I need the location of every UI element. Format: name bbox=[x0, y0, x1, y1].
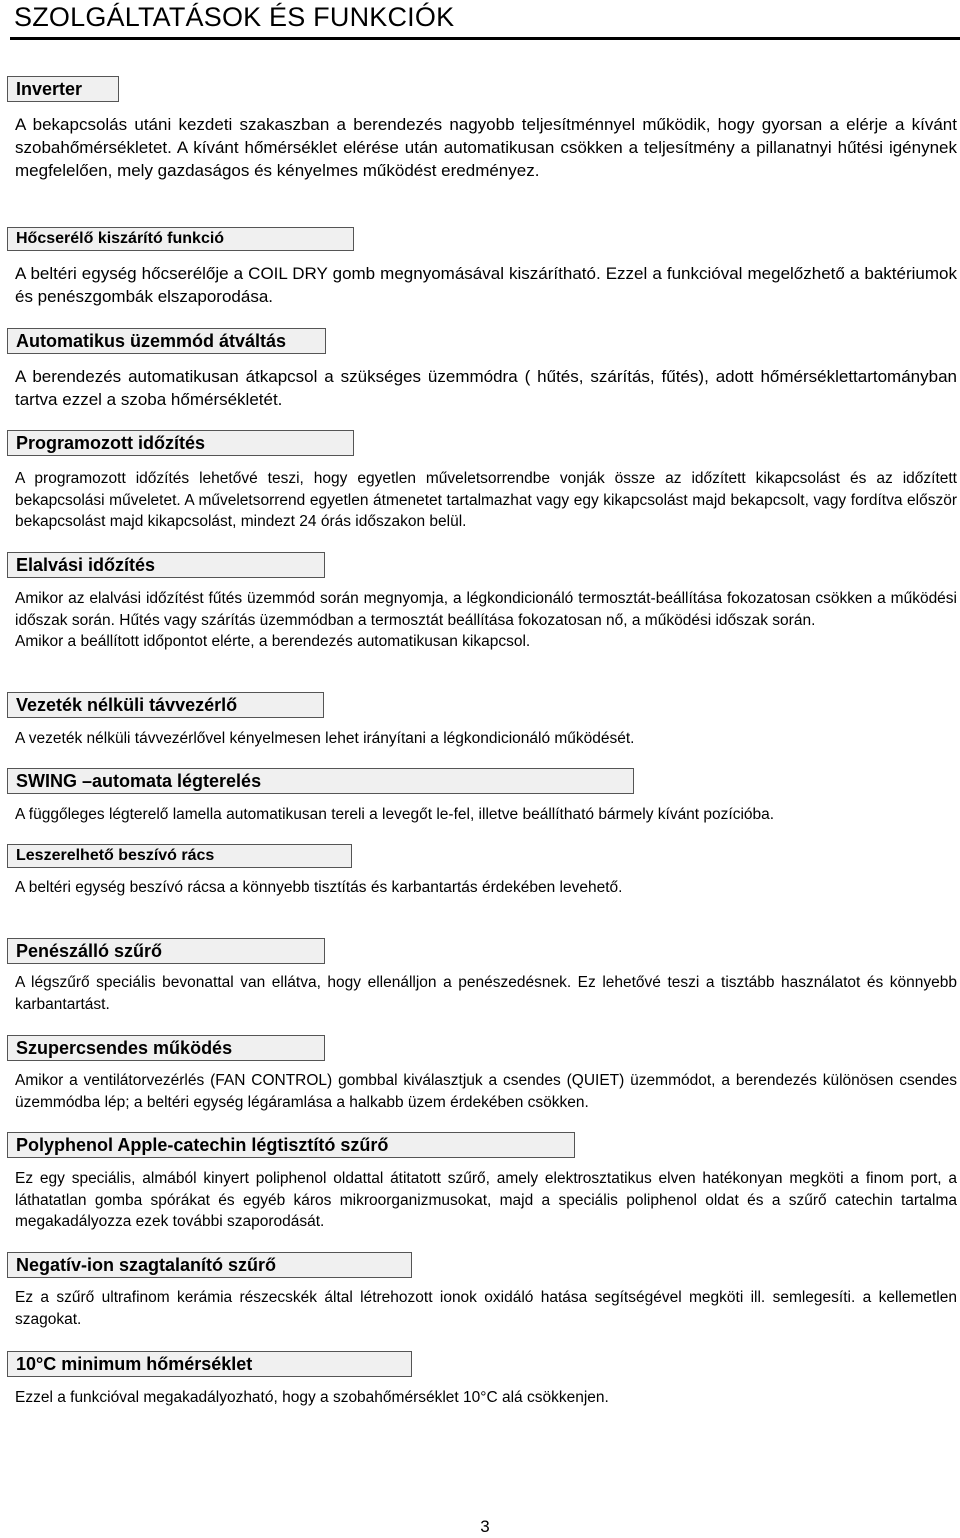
section-text-swing bbox=[15, 804, 957, 826]
paragraph: A függőleges légterelő lamella automatikusan tereli a levegőt le-fel, illetve beállítható bármely kívánt pozícióba. bbox=[15, 806, 775, 823]
section-heading-mold-filter: Penészálló szűrő bbox=[7, 938, 325, 964]
page-number: 3 bbox=[480, 1517, 490, 1536]
section-text-programmed-timer bbox=[15, 468, 957, 533]
section-heading-swing: SWING –automata légterelés bbox=[7, 768, 634, 794]
section-heading-coil-dry: Hőcserélő kiszárító funkció bbox=[7, 227, 354, 251]
section-heading-super-quiet: Szupercsendes működés bbox=[7, 1035, 325, 1061]
paragraph: A vezeték nélküli távvezérlővel kényelmesen lehet irányítani a légkondicionáló működését. bbox=[15, 730, 635, 747]
paragraph: Amikor a ventilátorvezérlés (FAN CONTROL) gombbal kiválasztjuk a csendes (QUIET) üzemmódot, a berendezés különösen csendes üzemmódba lép; a beltéri egység légáramlása a halkabb üzem érdekében csökken. bbox=[15, 1072, 957, 1111]
paragraph: A légszűrő speciális bevonattal van ellátva, hogy ellenálljon a penészedésnek. Ez lehetővé teszi a tisztább használatot és könnyebb karbantartást. bbox=[15, 974, 957, 1013]
paragraph: Ez a szűrő ultrafinom kerámia részecskék által létrehozott ionok oxidáló hatása segítségével megköti ill. semlegesíti. a kellemetlen szagokat. bbox=[15, 1289, 957, 1328]
section-text-remote bbox=[15, 728, 957, 750]
paragraph: Amikor az elalvási időzítést fűtés üzemmód során megnyomja, a légkondicionáló termosztát-beállítása fokozatosan csökken a működési időszak során. Hűtés vagy szárítás üzemmódban a termosztát beállítása fokozatosan nő, a működési időszak során. bbox=[15, 590, 957, 629]
paragraph: A berendezés automatikusan átkapcsol a szükséges üzemmódra ( hűtés, szárítás, fűtés), adott hőmérséklettartományban tartva ezzel a szoba hőmérsékletét. bbox=[15, 367, 957, 409]
section-text-super-quiet bbox=[15, 1070, 957, 1113]
section-text-min-temperature bbox=[15, 1387, 957, 1409]
paragraph: A bekapcsolás utáni kezdeti szakaszban a berendezés nagyobb teljesítménnyel működik, hogy gyorsan a elérje a kívánt szobahőmérsékletet. A kívánt hőmérséklet elérése után automatikusan csökken a teljesítmény a pillanatnyi hűtési igénynek megfelelően, mely gazdaságos és kényelmes működést eredményez. bbox=[15, 115, 957, 180]
paragraph: Ezzel a funkcióval megakadályozható, hogy a szobahőmérséklet 10°C alá csökkenjen. bbox=[15, 1389, 609, 1406]
paragraph: A beltéri egység beszívó rácsa a könnyebb tisztítás és karbantartás érdekében levehető. bbox=[15, 879, 623, 896]
section-heading-polyphenol-filter: Polyphenol Apple-catechin légtisztító szűrő bbox=[7, 1132, 575, 1158]
section-heading-negative-ion-filter: Negatív-ion szagtalanító szűrő bbox=[7, 1252, 412, 1278]
section-heading-auto-mode: Automatikus üzemmód átváltás bbox=[7, 328, 326, 354]
section-heading-sleep-timer: Elalvási időzítés bbox=[7, 552, 325, 578]
section-text-negative-ion-filter bbox=[15, 1287, 957, 1330]
section-text-mold-filter bbox=[15, 972, 957, 1015]
section-text-sleep-timer bbox=[15, 588, 957, 653]
page-title: SZOLGÁLTATÁSOK ÉS FUNKCIÓK bbox=[14, 2, 455, 32]
section-heading-inverter: Inverter bbox=[7, 76, 119, 102]
paragraph: A programozott időzítés lehetővé teszi, hogy egyetlen műveletsorrendbe vonják össze az időzített kikapcsolást és az időzített bekapcsolási műveletet. A műveletsorrend egyetlen átmenetet tartalmazhat vagy egy kikapcsolást majd bekapcsolt, vagy fordítva először bekapcsolást majd kikapcsolást, mindezt 24 órás időszakon belül. bbox=[15, 470, 957, 530]
paragraph: A beltéri egység hőcserélője a COIL DRY gomb megnyomásával kiszárítható. Ezzel a funkcióval megelőzhető a baktériumok és penészgombák elszaporodása. bbox=[15, 264, 957, 306]
section-heading-min-temperature: 10°C minimum hőmérséklet bbox=[7, 1351, 412, 1377]
paragraph: Ez egy speciális, almából kinyert poliphenol oldattal átitatott szűrő, amely elektrosztatikus elven hatékonyan megköti a finom port, a láthatatlan gomba spórákat és egyéb káros mikroorganizmusokat, majd a speciális poliphenol oldat és a szűrő catechin tartalma megakadályozza ezek további szaporodását. bbox=[15, 1170, 957, 1230]
section-heading-removable-grille: Leszerelhető beszívó rács bbox=[7, 844, 352, 868]
section-text-inverter bbox=[15, 113, 957, 182]
section-heading-remote: Vezeték nélküli távvezérlő bbox=[7, 692, 324, 718]
title-divider bbox=[10, 37, 960, 40]
section-text-polyphenol-filter bbox=[15, 1168, 957, 1233]
section-text-coil-dry bbox=[15, 262, 957, 308]
section-text-removable-grille bbox=[15, 877, 957, 899]
section-text-auto-mode bbox=[15, 365, 957, 411]
section-heading-programmed-timer: Programozott időzítés bbox=[7, 430, 354, 456]
paragraph: Amikor a beállított időpontot elérte, a berendezés automatikusan kikapcsol. bbox=[15, 633, 531, 650]
